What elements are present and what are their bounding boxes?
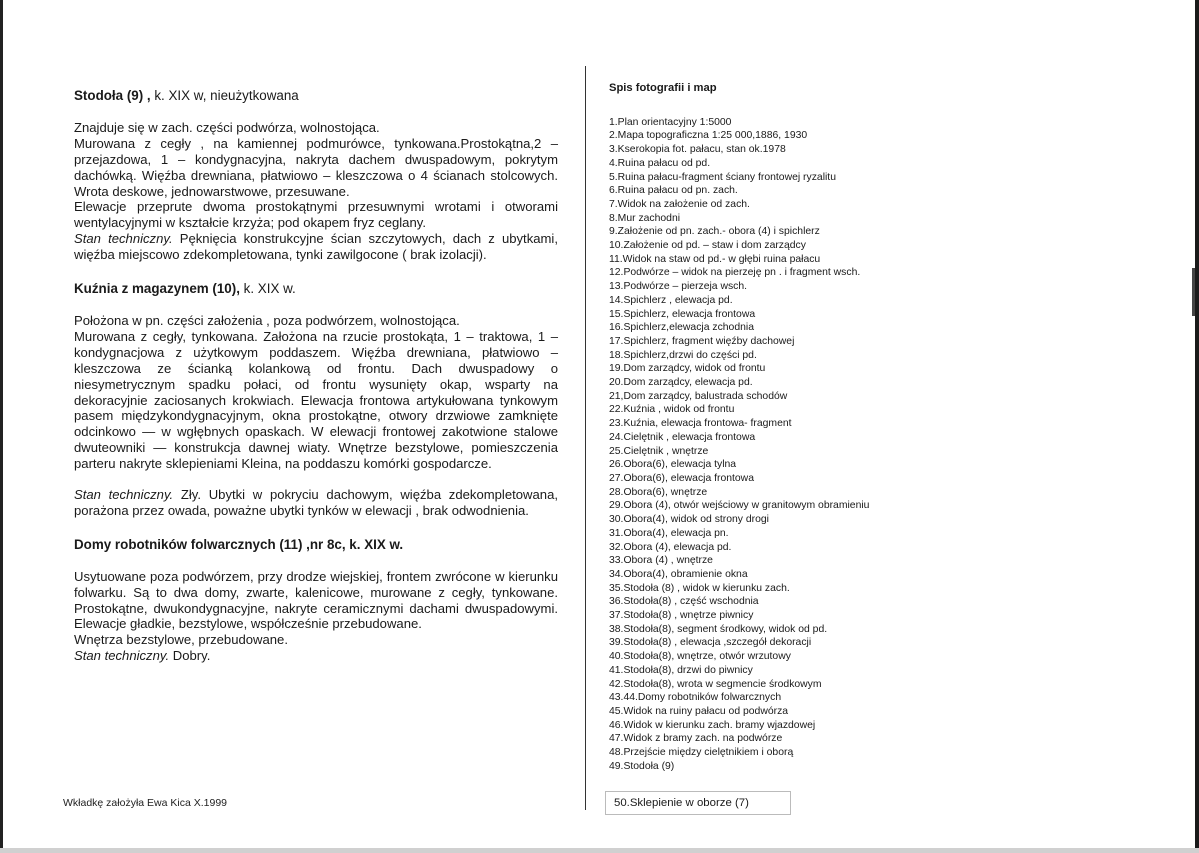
section-title-bold: Stodoła (9) ,	[74, 88, 151, 103]
list-item: 11.Widok na staw od pd.- w głębi ruina pałacu	[609, 253, 821, 265]
paragraph: Wnętrza bezstylowe, przebudowane.	[74, 632, 288, 648]
paragraph: Usytuowane poza podwórzem, przy drodze wiejskiej, frontem zwrócone w kierunku folwarku. Są to dwa domy, zwarte, kalenicowe, murowane z cegły, tynkowane. Prostokątne, dwukondygnacyjne, nakryte ceramicznymi dachami dwuspadowymi. Elewacje gładkie, bezstylowe, współcześnie przebudowane.	[74, 568, 558, 632]
paragraph: Murowana z cegły , na kamiennej podmurówce, tynkowana.Prostokątna,2 – przejazdowa, 1 – kondygnacyjna, nakryta dachem dwuspadowym, pokrytym dachówką. Więźba drewniana, płatwiowo – kleszczowa o 4 ścianach stolcowych. Wrota deskowe, jednowarstwowe, przesuwane.	[74, 135, 558, 199]
condition-text: Pęknięcia konstrukcyjne ścian szczytowych, dach z ubytkami, więźba miejscowo zdekompletowana, tynki zawilgocone ( brak izolacji).	[74, 231, 558, 263]
list-item: 33.Obora (4) , wnętrze	[609, 555, 713, 567]
photo-list-column	[609, 82, 929, 773]
list-item: 28.Obora(6), wnętrze	[609, 486, 708, 498]
list-item: 25.Cielętnik , wnętrze	[609, 445, 709, 457]
list-item: 29.Obora (4), otwór wejściowy w granitowym obramieniu	[609, 500, 870, 512]
section-title-bold: Domy robotników folwarcznych (11) ,nr 8c, k. XIX w.	[74, 536, 404, 552]
list-item: 35.Stodoła (8) , widok w kierunku zach.	[609, 582, 790, 594]
section-title-normal: k. XIX w.	[239, 281, 296, 297]
paragraph: Murowana z cegły, tynkowana. Założona na rzucie prostokąta, 1 – traktowa, 1 – kondygnacjowa z użytkowym poddaszem. Więźba drewniana, płatwiowo – kleszczowa ze ścianką kolankową od frontu. Dach dwuspadowy o niesymetrycznym spadku połaci, od frontu wysunięty okap, wsparty na dekoracyjnie zaciosanych krokwiach. Elewacja frontowa artykułowana tynkowym pasem międzykondygnacyjnym, okna prostokątne, otwory drzwiowe zamknięte odcinkowo — w wgłębnych opaskach. W elewacji frontowej zakotwione stalowe dwuteowniki — konstrukcja dawnej wiaty. Wnętrze bezstylowe, pomieszczenia parteru nakryte sklepieniami Kleina, na poddaszu komórki gospodarcze.	[74, 328, 558, 472]
section-body-stodola	[74, 120, 558, 263]
list-item: 18.Spichlerz,drzwi do części pd.	[609, 349, 757, 361]
list-item: 39.Stodoła(8) , elewacja ,szczegół dekoracji	[609, 637, 812, 649]
paragraph: Znajduje się w zach. części podwórza, wolnostojąca.	[74, 119, 380, 135]
photo-list-last-item: 50.Sklepienie w oborze (7)	[605, 791, 791, 815]
condition-label: Stan techniczny.	[74, 648, 170, 664]
list-item: 27.Obora(6), elewacja frontowa	[609, 472, 754, 484]
list-item: 20.Dom zarządcy, elewacja pd.	[609, 377, 753, 389]
list-item: 38.Stodoła(8), segment środkowy, widok od pd.	[609, 623, 828, 635]
scan-edge-bottom	[0, 848, 1199, 853]
list-item: 5.Ruina pałacu-fragment ściany frontowej ryzalitu	[609, 171, 836, 183]
list-item: 37.Stodoła(8) , wnętrze piwnicy	[609, 610, 754, 622]
list-item: 2.Mapa topograficzna 1:25 000,1886, 1930	[609, 130, 808, 142]
list-item: 46.Widok w kierunku zach. bramy wjazdowej	[609, 719, 816, 731]
section-title-stodola	[74, 88, 558, 104]
list-item: 43.44.Domy robotników folwarcznych	[609, 692, 782, 704]
list-item: 32.Obora (4), elewacja pd.	[609, 541, 732, 553]
section-body-kuznia	[74, 313, 558, 519]
list-item: 3.Kserokopia fot. pałacu, stan ok.1978	[609, 144, 786, 156]
list-item: 41.Stodoła(8), drzwi do piwnicy	[609, 664, 753, 676]
section-title-domy	[74, 537, 558, 553]
list-item: 10.Założenie od pd. – staw i dom zarządcy	[609, 240, 806, 252]
section-title-kuznia	[74, 281, 558, 297]
column-divider	[585, 66, 586, 810]
condition-label: Stan techniczny.	[74, 231, 173, 247]
list-item: 49.Stodoła (9)	[609, 760, 675, 772]
section-title-normal: k. XIX w, nieużytkowana	[150, 88, 299, 103]
condition-paragraph	[74, 648, 558, 664]
list-item: 4.Ruina pałacu od pd.	[609, 157, 711, 169]
list-item: 6.Ruina pałacu od pn. zach.	[609, 185, 738, 197]
photo-list-title: Spis fotografii i map	[609, 82, 717, 94]
list-item: 26.Obora(6), elewacja tylna	[609, 459, 737, 471]
condition-paragraph	[74, 487, 558, 519]
condition-paragraph	[74, 231, 558, 263]
photo-list	[609, 116, 929, 774]
list-item: 48.Przejście między cielętnikiem i oborą	[609, 747, 794, 759]
condition-label: Stan techniczny.	[74, 487, 174, 503]
list-item: 13.Podwórze – pierzeja wsch.	[609, 281, 748, 293]
description-column	[74, 80, 558, 682]
section-title-bold: Kuźnia z magazynem (10),	[74, 281, 240, 297]
list-item: 19.Dom zarządcy, widok od frontu	[609, 363, 766, 375]
list-item: 40.Stodoła(8), wnętrze, otwór wrzutowy	[609, 651, 791, 663]
list-item: 47.Widok z bramy zach. na podwórze	[609, 733, 783, 745]
condition-text: Zły. Ubytki w pokryciu dachowym, więźba zdekompletowana, porażona przez owada, poważne ubytki tynków w elewacji , brak odwodnienia.	[74, 487, 558, 518]
list-item: 15.Spichlerz, elewacja frontowa	[609, 308, 756, 320]
list-item: 16.Spichlerz,elewacja zchodnia	[609, 322, 754, 334]
paragraph: Elewacje przeprute dwoma prostokątnymi przesuwnymi wrotami i otworami wentylacyjnymi w kształcie krzyża; pod okapem fryz ceglany.	[74, 199, 558, 231]
list-item: 14.Spichlerz , elewacja pd.	[609, 294, 733, 306]
condition-text: Dobry.	[169, 648, 211, 664]
list-item: 12.Podwórze – widok na pierzeję pn . i fragment wsch.	[609, 267, 861, 279]
scan-edge-right	[1195, 0, 1199, 853]
list-item: 9.Założenie od pn. zach.- obora (4) i spichlerz	[609, 226, 820, 238]
section-body-domy	[74, 569, 558, 664]
list-item: 21,Dom zarządcy, balustrada schodów	[609, 390, 788, 402]
list-item: 22.Kuźnia , widok od frontu	[609, 404, 735, 416]
list-item: 7.Widok na założenie od zach.	[609, 198, 750, 210]
footer-credit: Wkładkę założyła Ewa Kica X.1999	[63, 797, 227, 809]
list-item: 45.Widok na ruiny pałacu od podwórza	[609, 705, 789, 717]
list-item: 36.Stodoła(8) , część wschodnia	[609, 596, 759, 608]
list-item: 1.Plan orientacyjny 1:5000	[609, 116, 732, 128]
list-item: 31.Obora(4), elewacja pn.	[609, 527, 729, 539]
scan-edge-left	[0, 0, 3, 853]
list-item: 17.Spichlerz, fragment więźby dachowej	[609, 335, 795, 347]
list-item: 24.Cielętnik , elewacja frontowa	[609, 431, 756, 443]
paragraph: Położona w pn. części założenia , poza podwórzem, wolnostojąca.	[74, 312, 460, 328]
list-item: 23.Kuźnia, elewacja frontowa- fragment	[609, 418, 792, 430]
list-item: 42.Stodoła(8), wrota w segmencie środkowym	[609, 678, 822, 690]
list-item: 34.Obora(4), obramienie okna	[609, 568, 748, 580]
scan-mark	[1192, 268, 1195, 316]
list-item: 30.Obora(4), widok od strony drogi	[609, 514, 769, 526]
list-item: 8.Mur zachodni	[609, 212, 681, 224]
